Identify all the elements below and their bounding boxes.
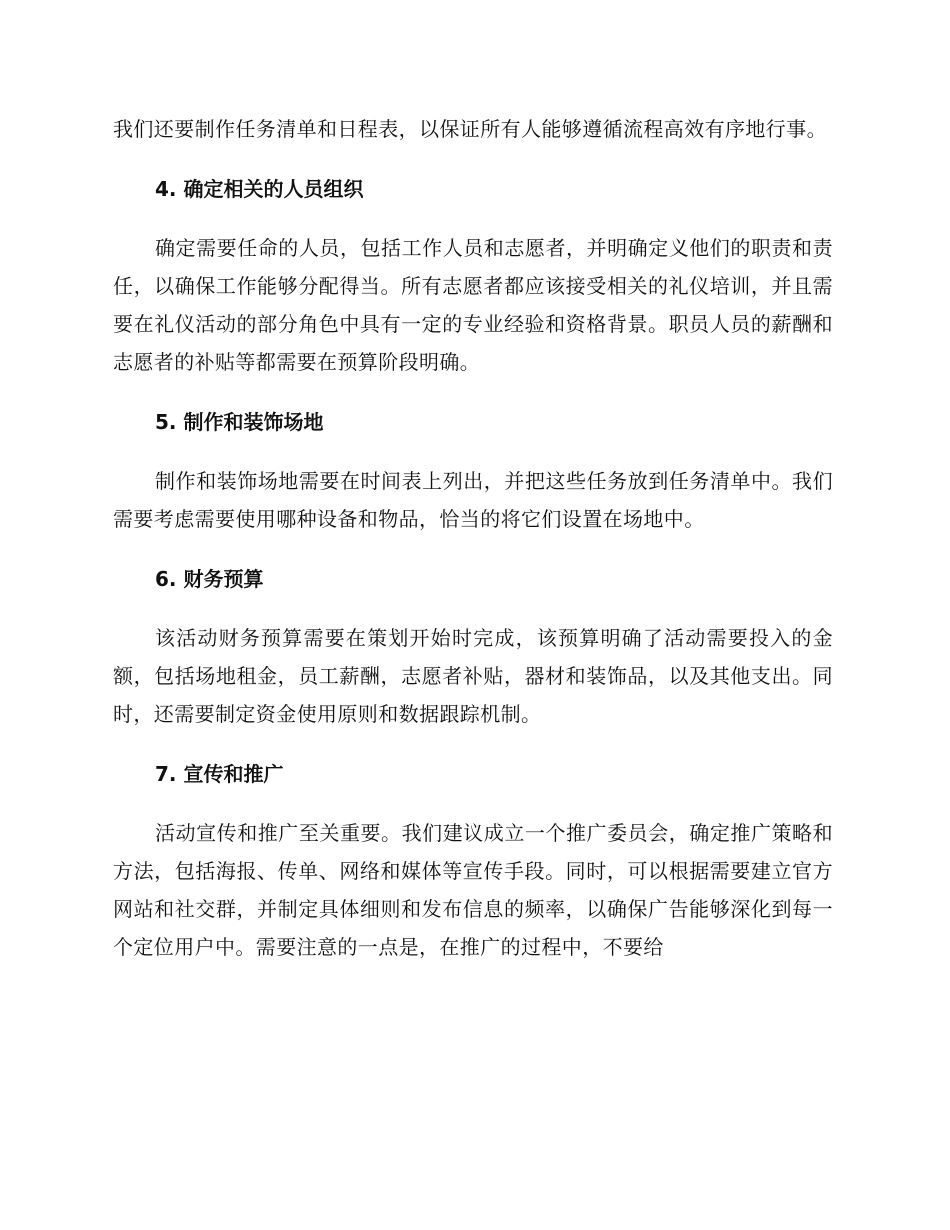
document-body xyxy=(113,110,833,966)
heading-personnel-organization: 4. 确定相关的人员组织 xyxy=(155,177,364,201)
paragraph-personnel: 确定需要任命的人员，包括工作人员和志愿者，并明确定义他们的职责和责任，以确保工作能够分配得当。所有志愿者都应该接受相关的礼仪培训，并且需要在礼仪活动的部分角色中具有一定的专业经验和资格背景。职员人员的薪酬和志愿者的补贴等都需要在预算阶段明确。 xyxy=(113,236,833,374)
paragraph-promotion: 活动宣传和推广至关重要。我们建议成立一个推广委员会，确定推广策略和方法，包括海报、传单、网络和媒体等宣传手段。同时，可以根据需要建立官方网站和社交群，并制定具体细则和发布信息的频率，以确保广告能够深化到每一个定位用户中。需要注意的一点是，在推广的过程中，不要给 xyxy=(113,821,833,959)
heading-venue-decoration: 5. 制作和装饰场地 xyxy=(155,410,324,434)
paragraph-budget: 该活动财务预算需要在策划开始时完成，该预算明确了活动需要投入的金额，包括场地租金，员工薪酬，志愿者补贴，器材和装饰品，以及其他支出。同时，还需要制定资金使用原则和数据跟踪机制。 xyxy=(113,626,833,726)
paragraph-task-list: 我们还要制作任务清单和日程表，以保证所有人能够遵循流程高效有序地行事。 xyxy=(113,117,827,141)
paragraph-venue: 制作和装饰场地需要在时间表上列出，并把这些任务放到任务清单中。我们需要考虑需要使用哪种设备和物品，恰当的将它们设置在场地中。 xyxy=(113,469,833,531)
heading-financial-budget: 6. 财务预算 xyxy=(155,567,264,591)
heading-promotion: 7. 宣传和推广 xyxy=(155,762,284,786)
